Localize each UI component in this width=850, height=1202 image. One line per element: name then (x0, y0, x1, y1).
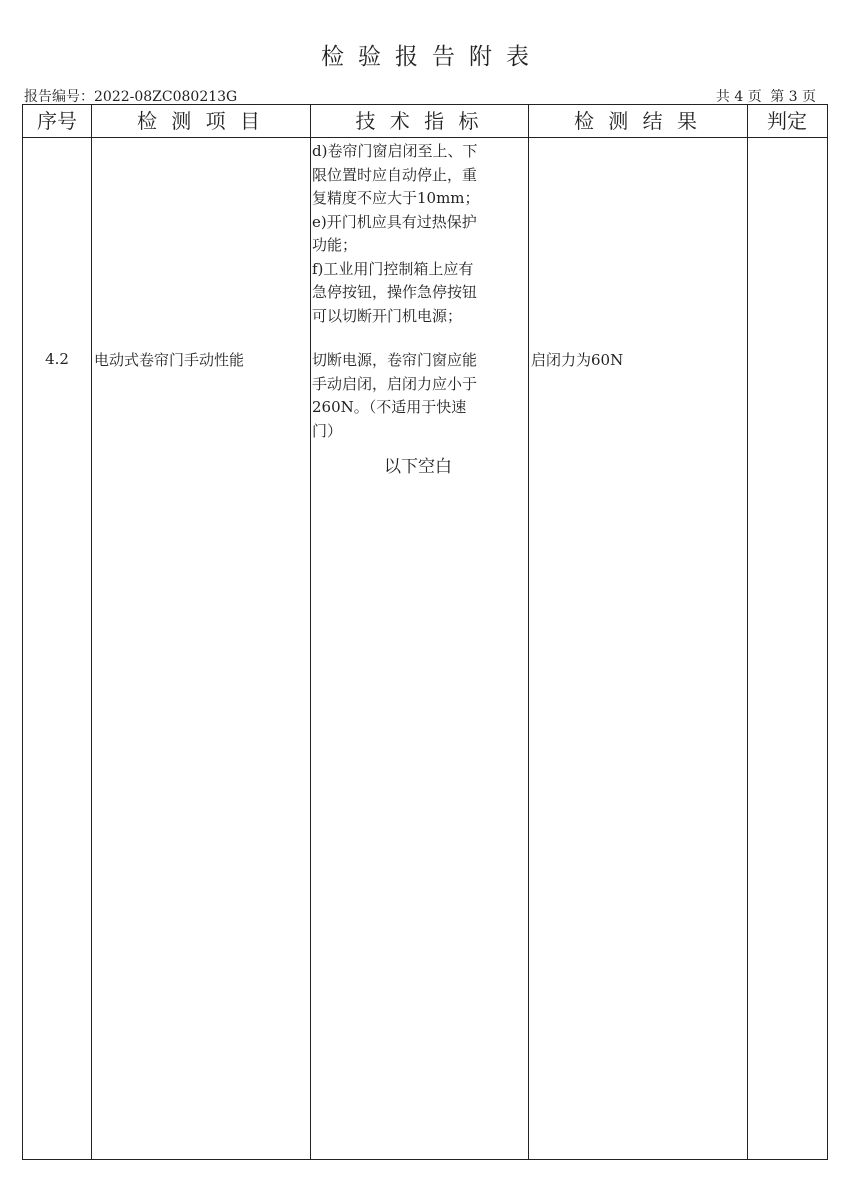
document-title: 检验报告附表 (321, 44, 543, 70)
spec-line: 260N。（不适用于快速 (312, 398, 467, 416)
spec-continuation (312, 140, 524, 328)
page-info (712, 86, 816, 106)
report-table (22, 104, 828, 1160)
column-divider (747, 105, 748, 1159)
page-total: 共 4 页 (715, 89, 762, 105)
spec-line: e)开门机应具有过热保护 (312, 212, 477, 231)
column-divider (310, 105, 311, 1159)
header-result: 检 测 结 果 (573, 109, 702, 133)
blank-note: 以下空白 (384, 457, 452, 477)
header-seq: 序号 (37, 109, 77, 133)
spec-line: 手动启闭，启闭力应小于 (312, 374, 478, 393)
row-result: 启闭力为60N (531, 351, 624, 369)
header-spec: 技 术 指 标 (355, 109, 483, 133)
spec-line: f)工业用门控制箱上应有 (312, 259, 474, 278)
row-seq: 4.2 (45, 350, 69, 368)
column-divider (91, 105, 92, 1159)
header-item: 检 测 项 目 (136, 109, 265, 133)
header-divider (23, 137, 827, 138)
spec-line: 功能； (312, 236, 358, 254)
page-current: 第 3 页 (770, 89, 816, 105)
spec-line: d)卷帘门窗启闭至上、下 (312, 142, 478, 160)
spec-line: 急停按钮，操作急停按钮 (312, 283, 478, 301)
spec-line: 复精度不应大于10mm； (312, 189, 480, 207)
row-item: 电动式卷帘门手动性能 (94, 351, 245, 369)
report-number: 报告编号：2022-08ZC080213G (24, 89, 238, 105)
header-verdict: 判定 (767, 109, 807, 133)
row-spec (312, 349, 524, 443)
column-divider (528, 105, 529, 1159)
spec-line: 切断电源，卷帘门窗应能 (312, 351, 478, 369)
spec-line: 限位置时应自动停止，重 (312, 165, 478, 184)
spec-line: 门） (312, 421, 343, 440)
spec-line: 可以切断开门机电源； (312, 306, 463, 325)
